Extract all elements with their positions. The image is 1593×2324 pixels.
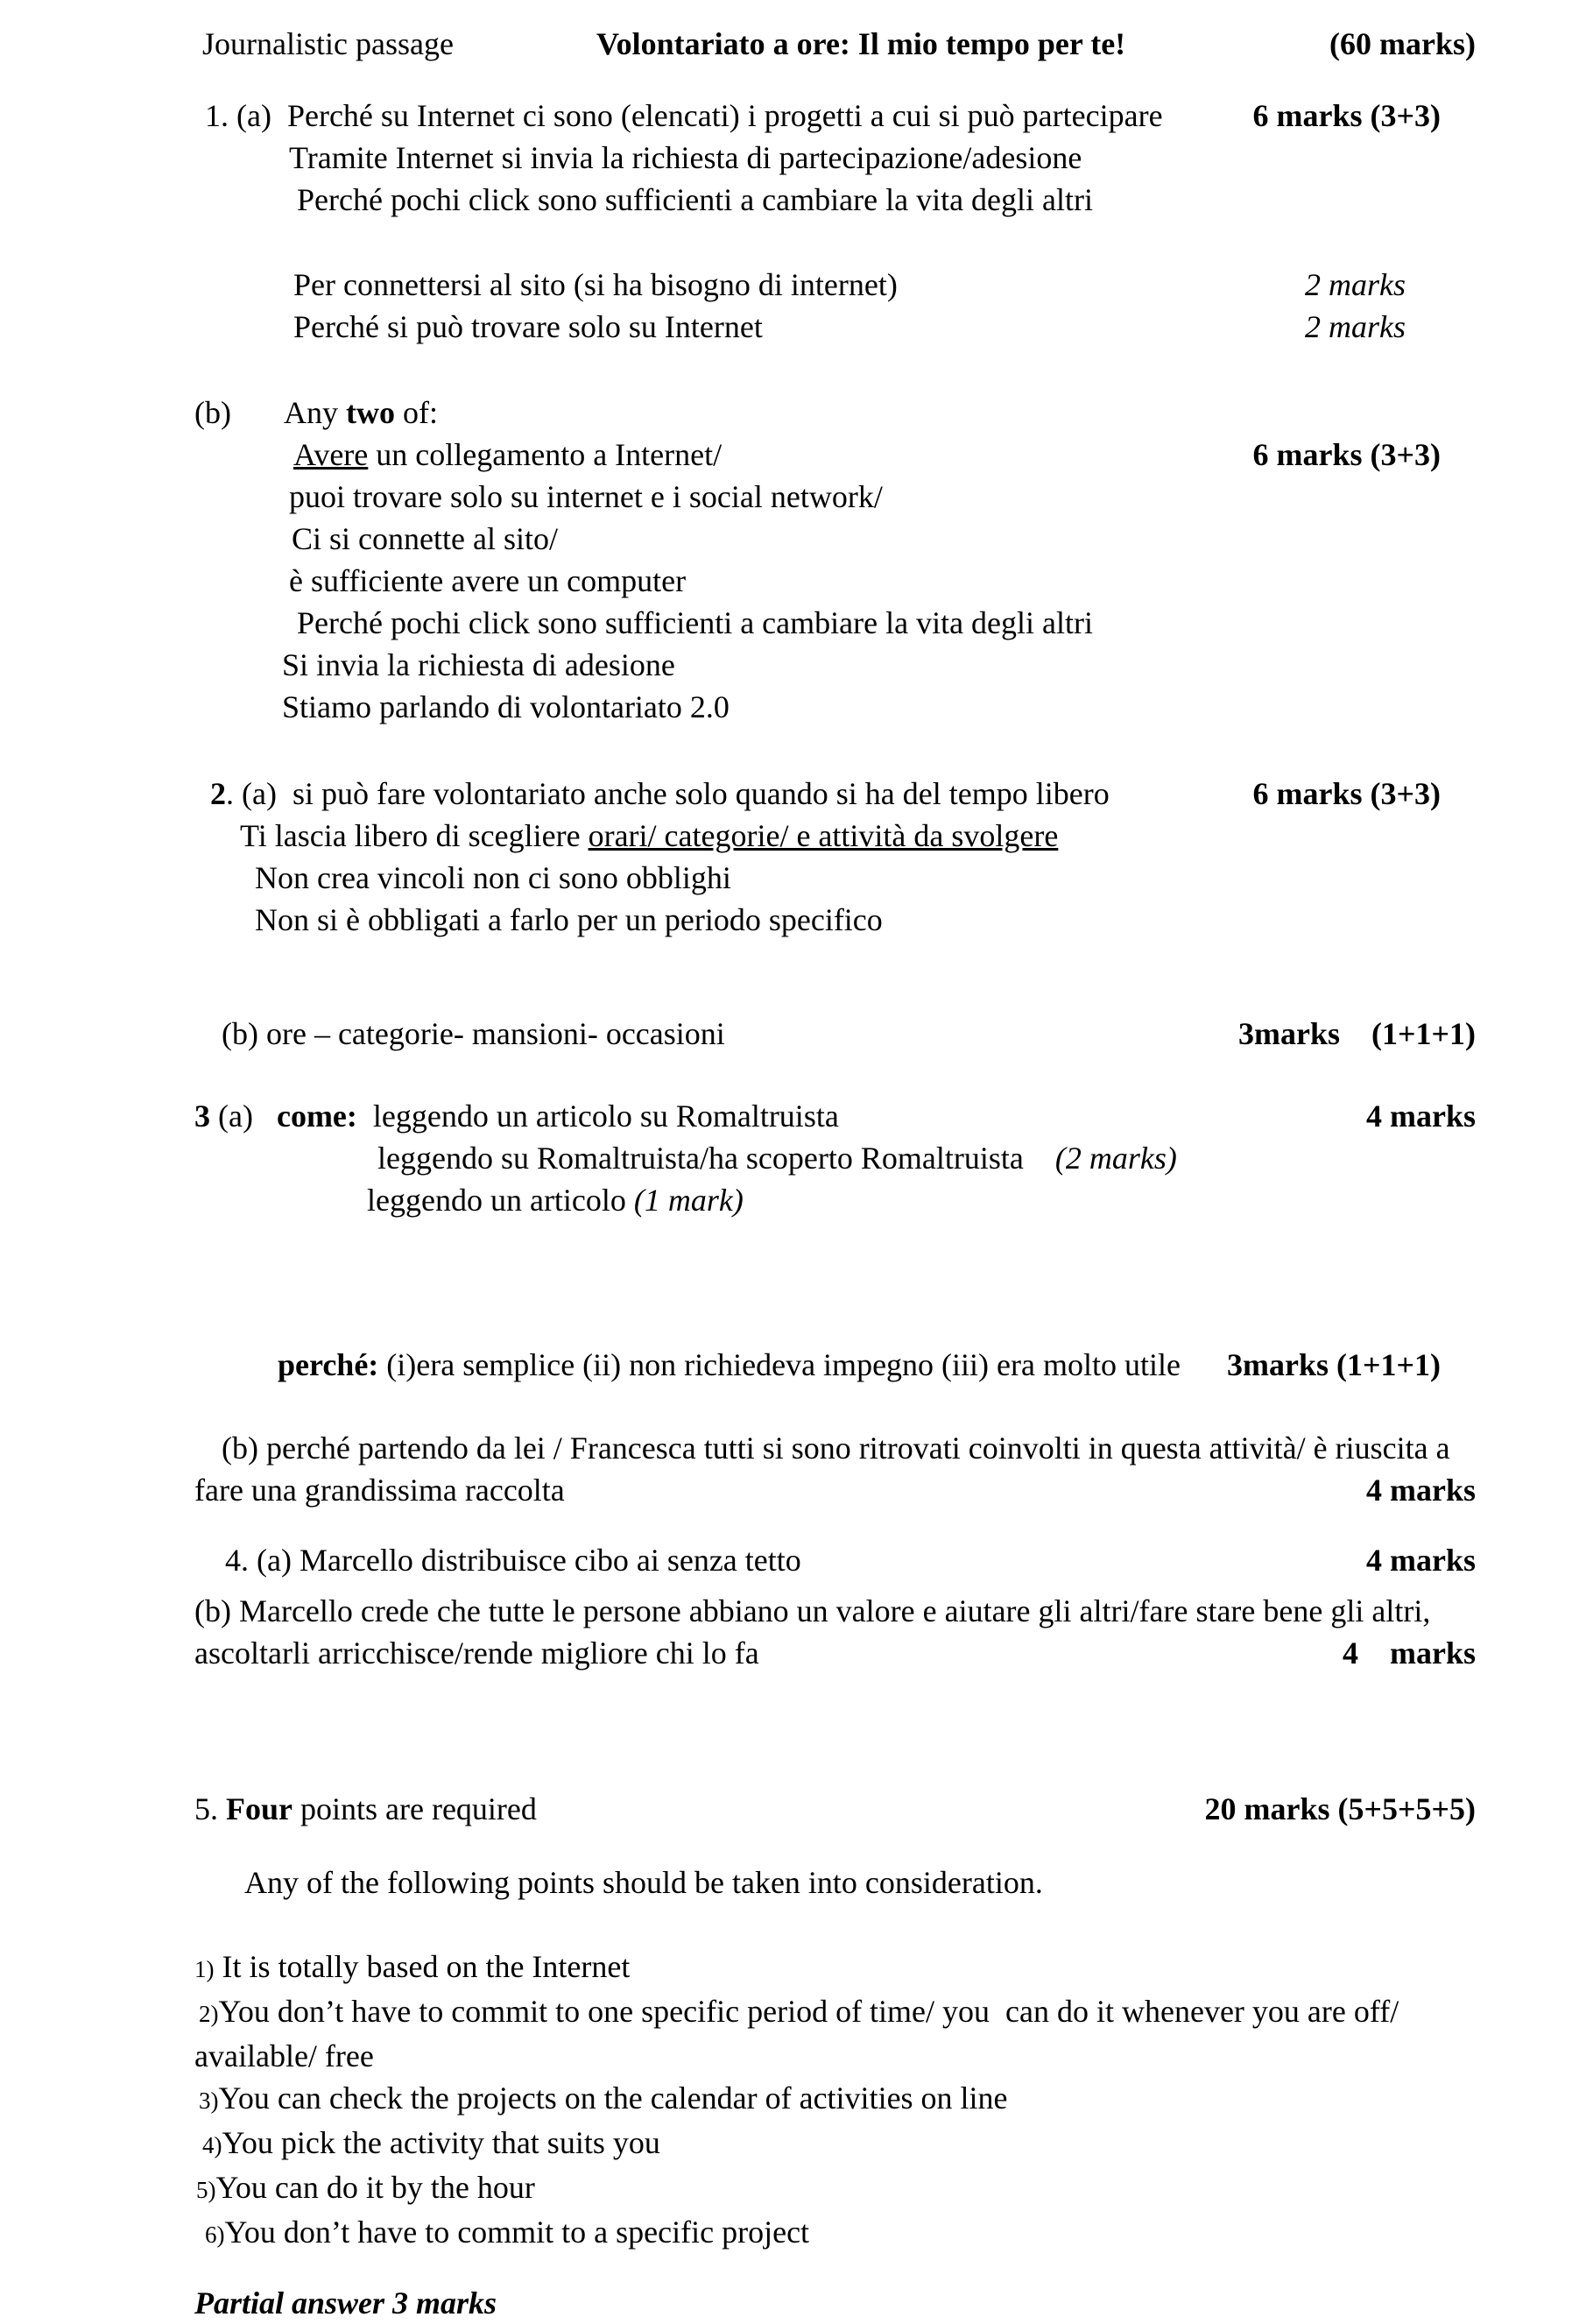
q4b-answer-1: (b) Marcello crede che tutte le persone abbiano un valore e aiutare gli altri/fare stare bene gli altri, (194, 1593, 1431, 1628)
q5-suffix: points are required (293, 1791, 537, 1826)
q4b-line1 (194, 1590, 1516, 1632)
q1b-option-5-text: Perché pochi click sono sufficienti a cambiare la vita degli altri (297, 605, 1093, 640)
q2a-answer-2-underlined: orari/ categorie/ e attività da svolgere (588, 818, 1059, 853)
q2a-line4 (194, 899, 1516, 941)
q4a-line (194, 1539, 1516, 1581)
q4a-marks: 4 marks (1366, 1543, 1476, 1578)
q1a-marks: 6 marks (3+3) (1252, 98, 1441, 133)
q2a-number: 2 (210, 776, 226, 811)
q1b-option-1 (194, 434, 1516, 476)
q2b-answer: (b) ore – categorie- mansioni- occasioni (222, 1016, 725, 1051)
q1b-option-7 (194, 686, 1516, 728)
q3b-marks: 4 marks (1366, 1473, 1476, 1508)
q4b-marks: 4 marks (1343, 1635, 1476, 1671)
q3a-answer-2-marks: (2 marks) (1054, 1141, 1177, 1176)
q1b-option-4 (194, 560, 1516, 602)
q1b-option-4-text: è sufficiente avere un computer (289, 563, 687, 598)
q1a-line3 (194, 179, 1516, 221)
q1a-alt1 (194, 264, 1516, 306)
q5-prefix: 5. (194, 1791, 226, 1826)
q5-point-1-number: 1) (194, 1956, 215, 1982)
q3a-line1 (194, 1095, 1516, 1137)
q3b-line1 (194, 1427, 1516, 1469)
q4b-line2 (194, 1632, 1516, 1674)
q5-point-2-text: You don’t have to commit to one specific period of time/ you can do it whenever you are off/ (218, 1994, 1399, 2029)
q1b-intro-bold: two (345, 395, 395, 430)
q1a-line2 (194, 137, 1516, 179)
q1b-option-2 (194, 476, 1516, 518)
doc-header (194, 23, 1516, 65)
q5-point-2 (194, 1990, 1516, 2035)
q2a-line2 (194, 815, 1516, 857)
q5-point-5-text: You can do it by the hour (215, 2170, 535, 2205)
q5-point-4 (194, 2122, 1516, 2166)
q1b-option-1-underlined: Avere (293, 437, 369, 472)
q2a-answer-1: . (a) si può fare volontariato anche solo quando si ha del tempo libero (226, 776, 1110, 811)
q1a-line1 (194, 95, 1516, 137)
q5-point-5-number: 5) (196, 2177, 216, 2203)
q5-point-3-number: 3) (199, 2087, 219, 2114)
q3a-line2 (194, 1137, 1516, 1179)
q1a-answer-1: 1. (a) Perché su Internet ci sono (elencati) i progetti a cui si può partecipare (205, 98, 1163, 133)
q1a-alt2-marks: 2 marks (1305, 309, 1406, 344)
q1a-answer-3: Perché pochi click sono sufficienti a cambiare la vita degli altri (297, 182, 1093, 217)
q5-point-2-text-continued: available/ free (194, 2038, 374, 2073)
q1a-alt2 (194, 306, 1516, 348)
partial-answer-text: Partial answer 3 marks (194, 2285, 497, 2320)
passage-type-label: Journalistic passage (202, 26, 454, 61)
q5-point-4-text: You pick the activity that suits you (222, 2125, 660, 2160)
total-marks: (60 marks) (1329, 26, 1476, 61)
q1b-intro (194, 392, 1516, 434)
q3b-answer-1: (b) perché partendo da lei / Francesca tutti si sono ritrovati coinvolti in questa attività/ è riuscita a (222, 1430, 1450, 1466)
q3a-answer-3-marks: (1 mark) (633, 1183, 744, 1218)
q5-heading (194, 1788, 1516, 1830)
q5-point-5 (194, 2166, 1516, 2211)
q3a-perche-marks: 3marks (1+1+1) (1226, 1347, 1441, 1382)
q1a-alt1-marks: 2 marks (1305, 267, 1406, 302)
q4b-answer-2: ascoltarli arricchisce/rende migliore chi lo fa (194, 1635, 759, 1671)
q2b-line (194, 1013, 1516, 1055)
q1b-option-1-rest: un collegamento a Internet/ (368, 437, 722, 472)
q3a-line3 (194, 1179, 1516, 1221)
q3a-come-label: come: (276, 1098, 357, 1134)
q5-point-2-continuation (194, 2035, 1516, 2077)
q1a-answer-2: Tramite Internet si invia la richiesta di partecipazione/adesione (289, 140, 1082, 175)
q2a-line3 (194, 857, 1516, 899)
q1b-intro-pre: Any (283, 395, 346, 430)
q3a-answer-3: leggendo un articolo (367, 1183, 634, 1218)
q3a-perche-answer: (i)era semplice (ii) non richiedeva impegno (iii) era molto utile (378, 1347, 1181, 1382)
q2a-answer-2-pre: Ti lascia libero di scegliere (240, 818, 589, 853)
q3a-marks: 4 marks (1366, 1098, 1476, 1134)
q2a-answer-3: Non crea vincoli non ci sono obblighi (255, 860, 731, 895)
q1b-option-7-text: Stiamo parlando di volontariato 2.0 (282, 689, 730, 724)
q5-point-2-number: 2) (199, 2001, 219, 2027)
q1b-option-6 (194, 644, 1516, 686)
partial-answer-note (194, 2282, 1516, 2324)
q1b-intro-post: of: (394, 395, 438, 430)
q3a-perche-label: perché: (278, 1347, 379, 1382)
q1b-option-6-text: Si invia la richiesta di adesione (282, 647, 675, 682)
q3b-line2 (194, 1469, 1516, 1511)
q2b-marks: 3marks (1+1+1) (1237, 1016, 1476, 1051)
q5-point-3-text: You can check the projects on the calendar of activities on line (218, 2080, 1008, 2116)
q3a-number: 3 (194, 1098, 210, 1134)
q5-point-6 (194, 2211, 1516, 2256)
q3a-perche-line (194, 1344, 1516, 1386)
q3b-answer-2: fare una grandissima raccolta (194, 1473, 565, 1508)
q5-bold-word: Four (226, 1791, 293, 1826)
passage-title: Volontariato a ore: Il mio tempo per te! (596, 26, 1126, 61)
q1b-prefix: (b) (194, 395, 231, 430)
q3a-answer-2: leggendo su Romaltruista/ha scoperto Romaltruista (377, 1141, 1055, 1176)
q5-note-text: Any of the following points should be taken into consideration. (244, 1865, 1043, 1900)
q2a-marks: 6 marks (3+3) (1252, 776, 1441, 811)
q1a-alt-answer-1: Per connettersi al sito (si ha bisogno di internet) (293, 267, 898, 302)
q5-note (194, 1861, 1516, 1904)
q5-point-4-number: 4) (202, 2132, 222, 2158)
q1a-alt-answer-2: Perché si può trovare solo su Internet (293, 309, 763, 344)
q4a-answer: 4. (a) Marcello distribuisce cibo ai senza tetto (225, 1543, 801, 1578)
q5-marks: 20 marks (5+5+5+5) (1204, 1791, 1476, 1826)
q1b-option-3 (194, 518, 1516, 560)
q5-point-1 (194, 1946, 1516, 1990)
q2a-answer-4: Non si è obbligati a farlo per un periodo specifico (255, 902, 883, 937)
q5-point-6-number: 6) (205, 2222, 225, 2248)
q1b-option-2-text: puoi trovare solo su internet e i social network/ (289, 479, 883, 514)
q5-point-3 (194, 2077, 1516, 2122)
q5-point-6-text: You don’t have to commit to a specific project (224, 2215, 810, 2250)
q5-point-1-text: It is totally based on the Internet (214, 1949, 631, 1984)
q3a-part-label: (a) (210, 1098, 277, 1134)
q1b-option-5 (194, 602, 1516, 644)
q1b-option-3-text: Ci si connette al sito/ (292, 521, 558, 556)
q3a-answer-1: leggendo un articolo su Romaltruista (356, 1098, 839, 1134)
q1b-marks: 6 marks (3+3) (1252, 437, 1441, 472)
q2a-line1 (194, 773, 1516, 815)
